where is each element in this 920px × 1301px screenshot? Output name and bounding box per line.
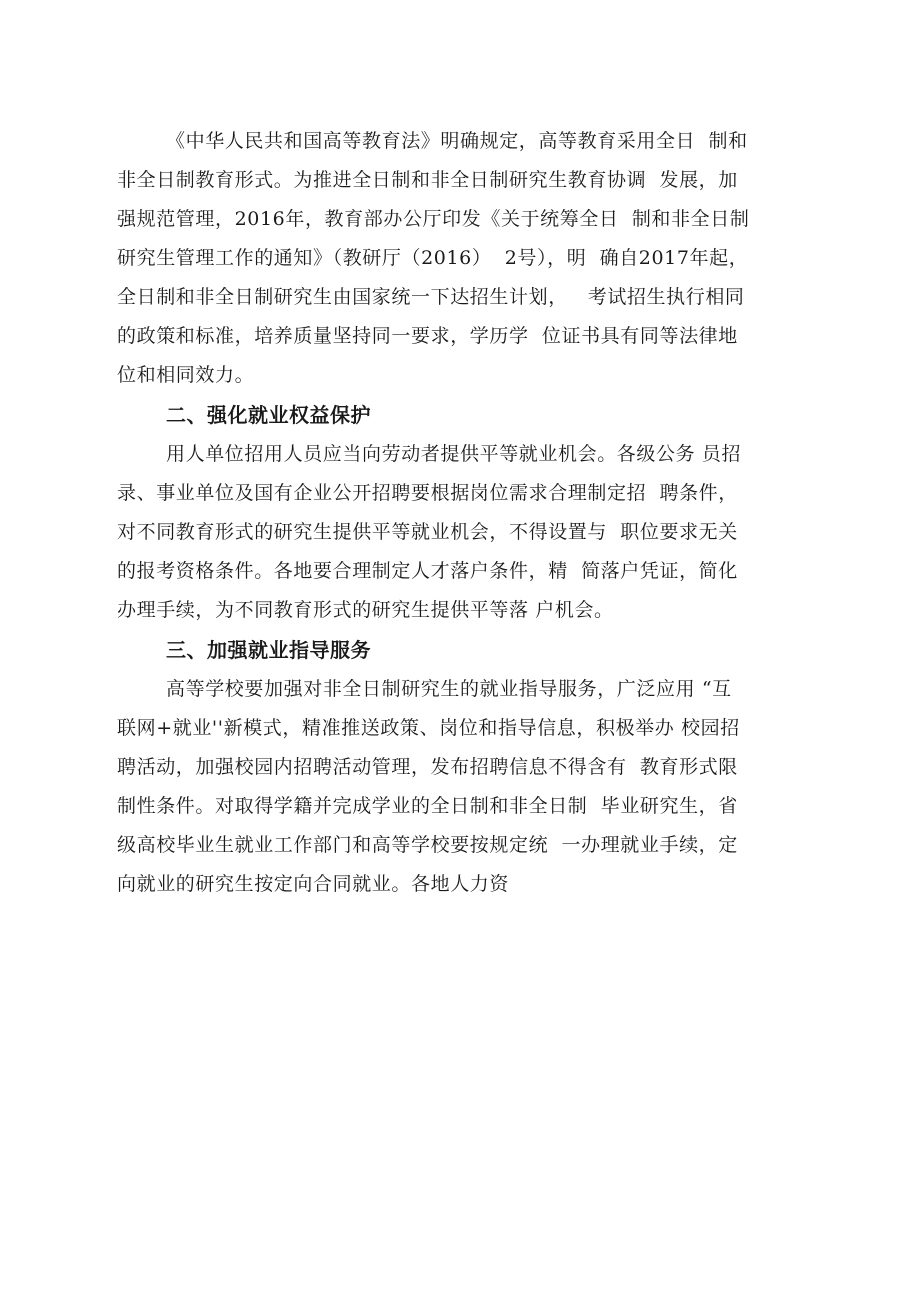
section-heading-employment-guidance: 三、加强就业指导服务 (166, 638, 371, 662)
text-line: 非全日制教育形式。为推进全日制和非全日制研究生教育协调 发展，加 (117, 169, 738, 191)
text-line: 《中华人民共和国高等教育法》明确规定，高等教育采用全日 制和 (166, 130, 748, 152)
text-line: 全日制和非全日制研究生由国家统一下达招生计划， 考试招生执行相同 (117, 286, 745, 308)
text-line: 制性条件。对取得学籍并完成学业的全日制和非全日制 毕业研究生，省 (117, 795, 738, 817)
text-line: 向就业的研究生按定向合同就业。各地人力资 (117, 873, 510, 895)
text-line: 对不同教育形式的研究生提供平等就业机会，不得设置与 职位要求无关 (117, 521, 738, 543)
document-page (117, 122, 805, 904)
paragraph-employment-rights (117, 435, 805, 630)
text-line: 强规范管理，2016年，教育部办公厅印发《关于统筹全日 制和非全日制 (117, 208, 750, 230)
text-line: 的报考资格条件。各地要合理制定人才落户条件，精 简落户凭证，简化 (117, 560, 738, 582)
paragraph-education-law (117, 122, 805, 395)
text-line: 研究生管理工作的通知》（教研厅（2016） 2号），明 确自2017年起， (117, 247, 749, 269)
text-line: 用人单位招用人员应当向劳动者提供平等就业机会。各级公务 员招 (166, 443, 742, 465)
text-line: 办理手续，为不同教育形式的研究生提供平等落 户机会。 (117, 599, 614, 621)
text-line: 聘活动，加强校园内招聘活动管理，发布招聘信息不得含有 教育形式限 (117, 756, 738, 778)
text-line: 位和相同效力。 (117, 364, 255, 386)
text-line: 录、事业单位及国有企业公开招聘要根据岗位需求合理制定招 聘条件， (117, 482, 738, 504)
section-heading-employment-rights: 二、强化就业权益保护 (166, 403, 371, 427)
text-line: 联网+就业''新模式，精准推送政策、岗位和指导信息，积极举办 校园招 (117, 717, 740, 739)
paragraph-employment-guidance (117, 670, 805, 904)
text-line: 高等学校要加强对非全日制研究生的就业指导服务，广泛应用 “互 (166, 678, 732, 700)
text-line: 级高校毕业生就业工作部门和高等学校要按规定统 一办理就业手续，定 (117, 834, 738, 856)
text-line: 的政策和标准，培养质量坚持同一要求，学历学 位证书具有同等法律地 (117, 325, 738, 347)
